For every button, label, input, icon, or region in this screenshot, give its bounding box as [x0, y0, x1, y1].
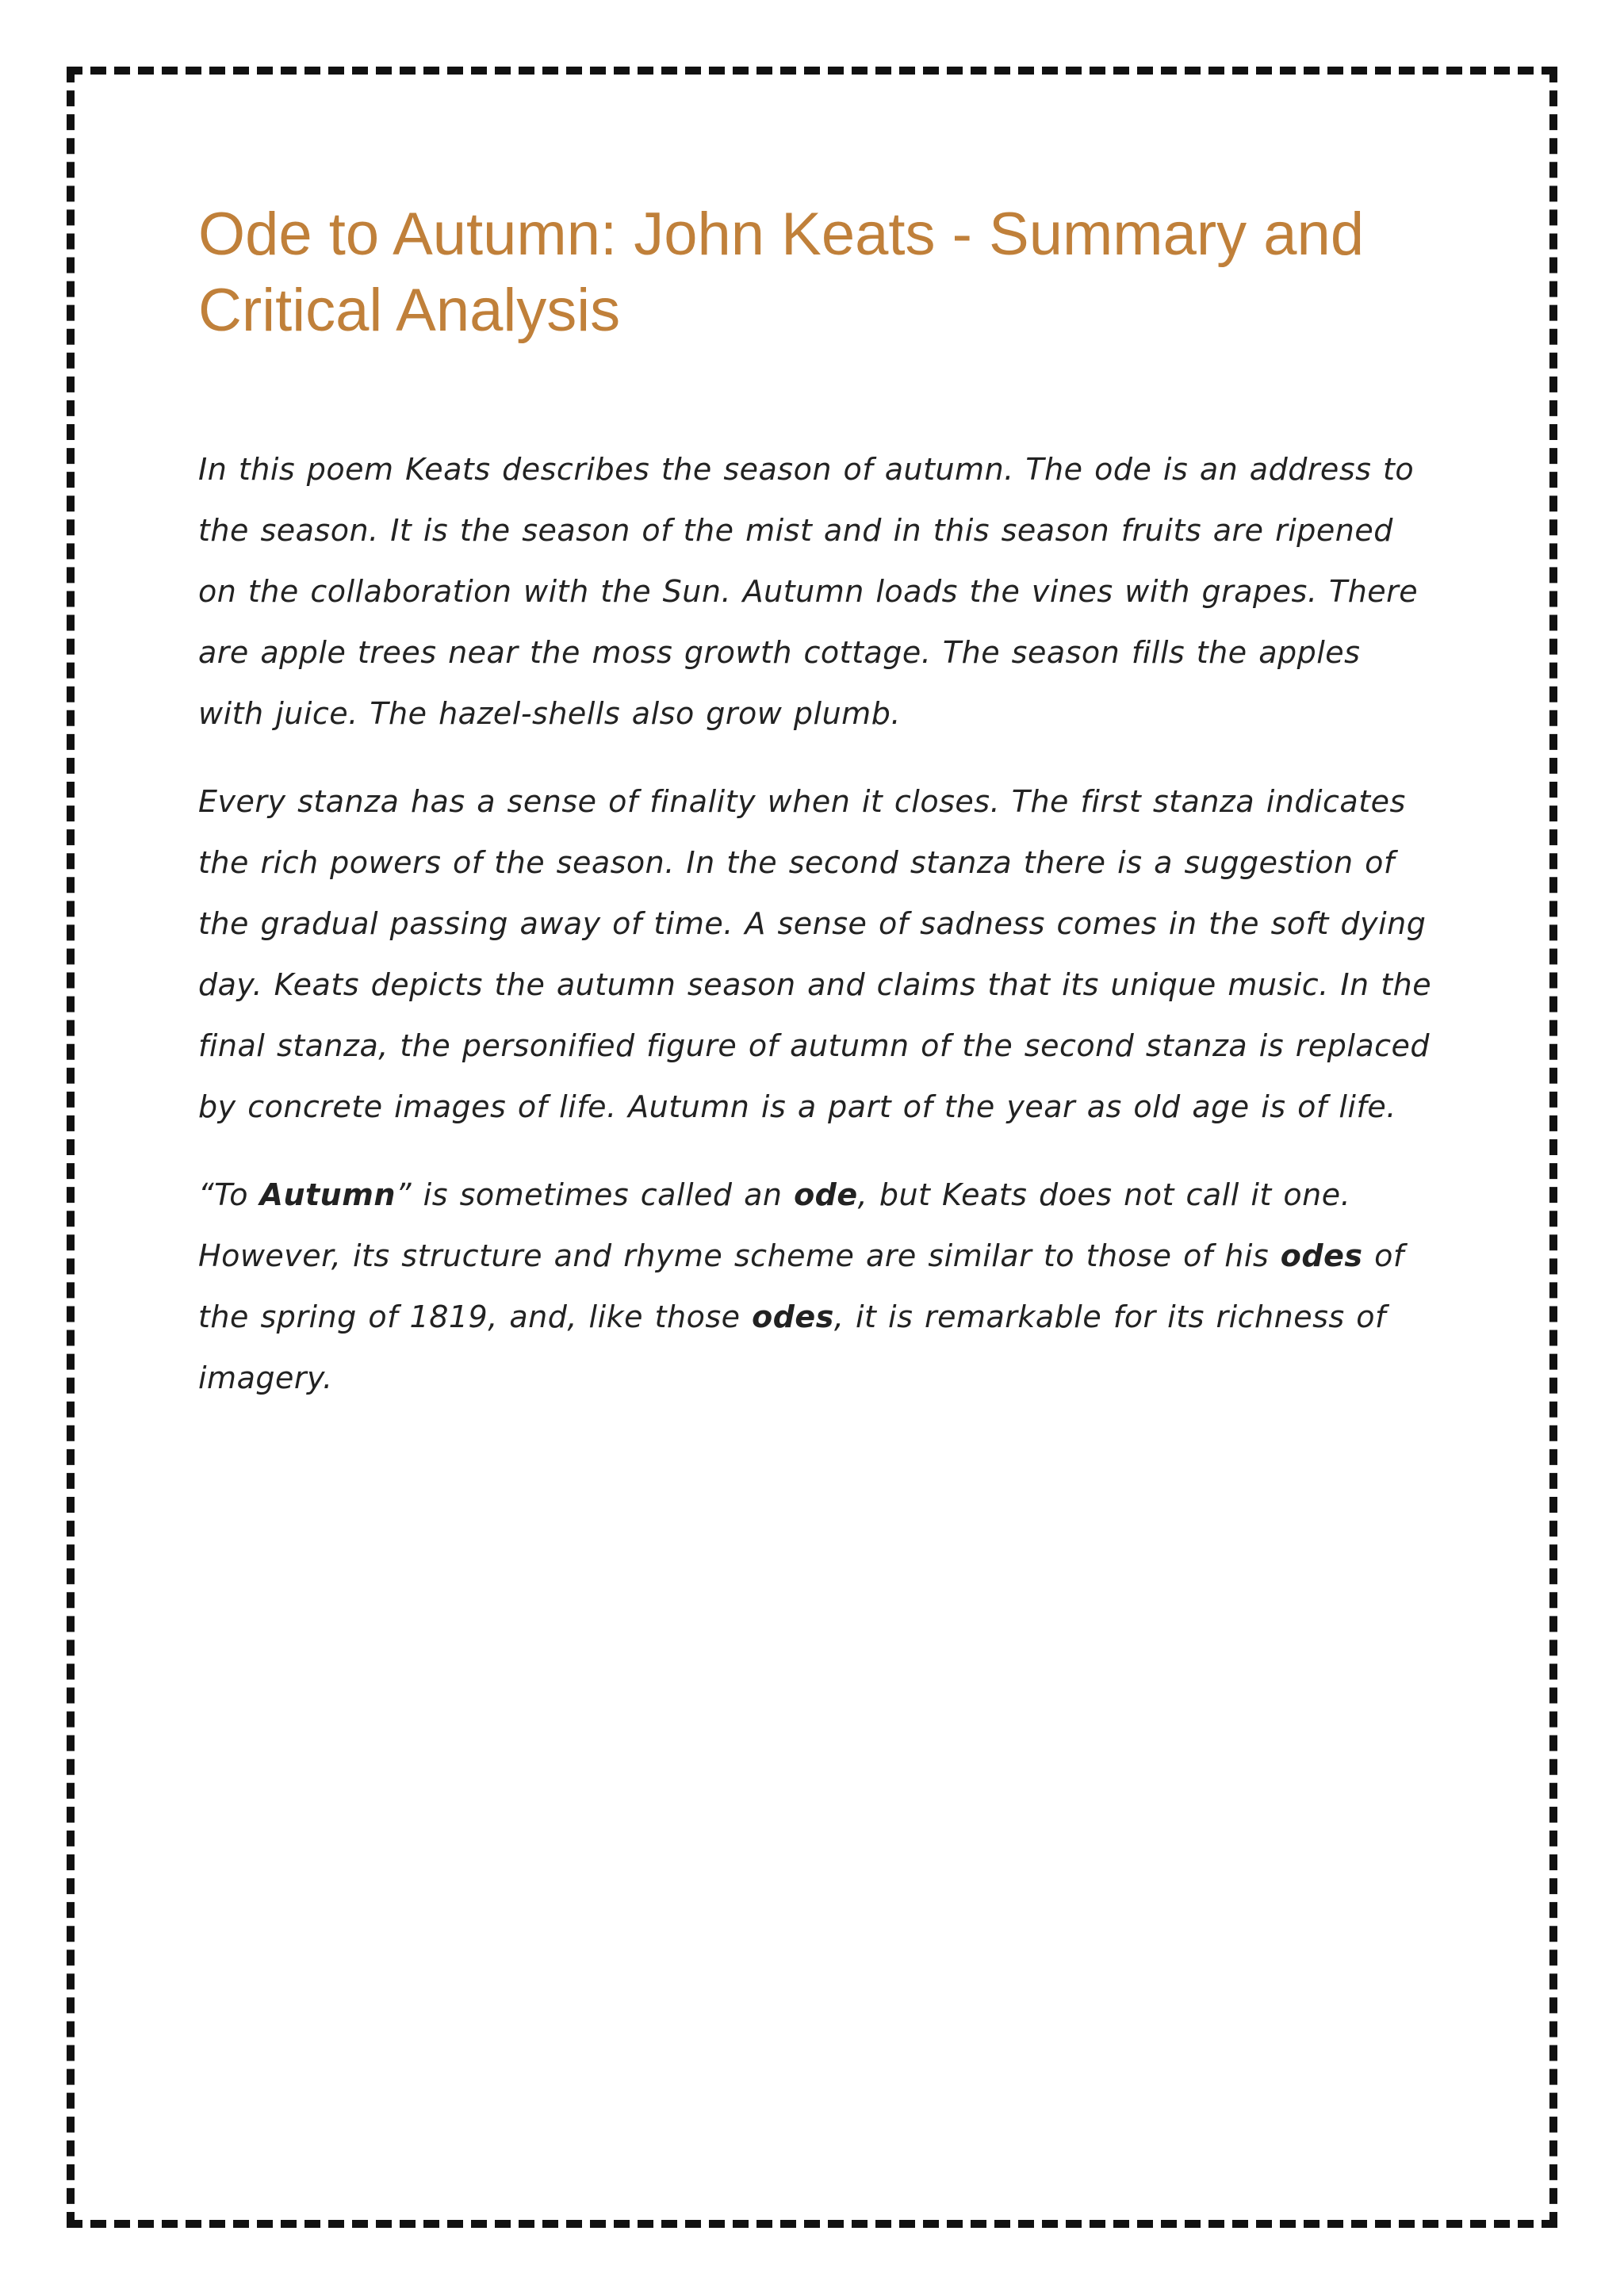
paragraph-2: Every stanza has a sense of finality when it closes. The first stanza indicates the rich powers of the season. In the second stanza there is a suggestion of the gradual passing away of time. A sense of sadness comes in the soft dying day. Keats depicts the autumn season and claims that its unique music. In the final stanza, the personified figure of autumn of the second stanza is replaced by concrete images of life. Autumn is a part of the year as old age is of life. — [198, 784, 1432, 1124]
paragraph-3-text-1: “To — [198, 1177, 260, 1212]
document-content — [198, 197, 1435, 1436]
paragraph-3-text-4: of the spring of 1819, and, like those — [198, 1238, 1404, 1334]
paragraph-3 — [198, 1165, 1435, 1409]
paragraph-3-text-5: , it is remarkable for its richness of imagery. — [198, 1299, 1386, 1395]
paragraph-1: In this poem Keats describes the season of autumn. The ode is an address to the season. It is the season of the mist and in this season fruits are ripened on the collaboration with the Sun. Autumn loads the vines with grapes. There are apple trees near the moss growth cottage. The season fills the apples with juice. The hazel-shells also grow plumb. — [198, 452, 1419, 731]
document-body — [198, 439, 1435, 1409]
bold-odes-1: odes — [1280, 1238, 1363, 1273]
document-title: Ode to Autumn: John Keats - Summary and Critical Analysis — [198, 201, 1365, 344]
bold-odes-2: odes — [752, 1299, 834, 1334]
paragraph-3-text-2: ” is sometimes called an — [395, 1177, 795, 1212]
bold-autumn: Autumn — [259, 1177, 396, 1212]
paragraph-3-text-3: , but Keats does not call it one. However, its structure and rhyme scheme are similar to those of his — [198, 1177, 1351, 1273]
bold-ode: ode — [794, 1177, 858, 1212]
